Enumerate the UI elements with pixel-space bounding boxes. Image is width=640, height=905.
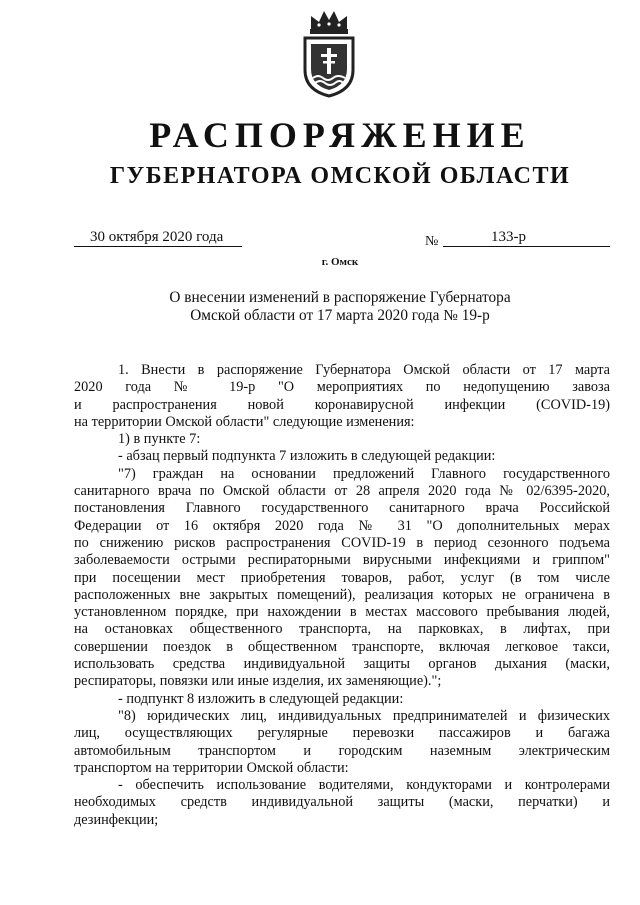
body-line: Федерации от 16 октября 2020 года № 31 "О дополнительных мерах [74,517,610,534]
body-line: использовать средства индивидуальной защиты органов дыхания (маски, [74,656,610,673]
body-line: и распространения новой коронавирусной инфекции (COVID-19) [74,396,610,413]
subject-line: О внесении изменений в распоряжение Губернатора [169,289,511,306]
body-line: лиц, осуществляющих регулярные перевозки пассажиров и багажа [74,725,610,742]
body-line: "8) юридических лиц, индивидуальных предпринимателей и физических [118,707,610,724]
body-line: по снижению рисков распространения COVID-19 в период сезонного подъема [74,534,610,551]
document-body [74,362,610,829]
body-line: - абзац первый подпункта 7 изложить в следующей редакции: [118,448,496,465]
document-subtitle: ГУБЕРНАТОРА ОМСКОЙ ОБЛАСТИ [109,163,571,189]
body-line: - подпункт 8 изложить в следующей редакции: [118,690,404,707]
body-line: на территории Омской области" следующие изменения: [74,413,415,430]
body-line: расположенных вне закрытых помещений), реализация которых не ограничена в [74,586,610,603]
body-line: постановления Главного государственного санитарного врача Российской [74,500,610,517]
body-line: санитарного врача по Омской области от 28 апреля 2020 года № 02/6395-2020, [74,483,610,500]
number-sign: № [425,234,439,249]
document-number: 133-р [443,230,610,247]
body-line: 1) в пункте 7: [118,431,201,448]
body-line: "7) граждан на основании предложений Главного государственного [118,465,610,482]
document-date: 30 октября 2020 года [74,230,242,247]
subject-line: Омской области от 17 марта 2020 года № 19-р [190,307,490,324]
body-line: совершении поездок в общественном транспорте, включая легковое такси, [74,638,610,655]
body-line: на остановках общественного транспорта, на парковках, в лифтах, при [74,621,610,638]
body-line: - обеспечить использование водителями, кондукторами и контролерами [118,777,610,794]
body-line: автомобильным транспортом и городским наземным электрическим [74,742,610,759]
omsk-coat-of-arms-icon [297,8,361,98]
body-line: 1. Внести в распоряжение Губернатора Омской области от 17 марта [118,362,610,378]
body-line: при посещении мест приобретения товаров, работ, услуг (в том числе [74,569,610,586]
body-line: 2020 года № 19-р "О мероприятиях по недопущению завоза [74,379,610,396]
body-line: установленном порядке, при нахождении в местах массового пребывания людей, [74,604,610,621]
body-line: респираторы, повязки или иные изделия, их заменяющие)."; [74,673,442,690]
document-subject [0,289,640,325]
body-line: транспортом на территории Омской области: [74,759,349,776]
document-city: г. Омск [321,256,359,268]
body-line: необходимых средств индивидуальной защиты (маски, перчатки) и [74,794,610,811]
document-title: РАСПОРЯЖЕНИЕ [149,115,531,155]
body-line: дезинфекции; [74,811,159,828]
body-line: заболеваемости острыми респираторными вирусными инфекциями и гриппом" [74,552,610,569]
